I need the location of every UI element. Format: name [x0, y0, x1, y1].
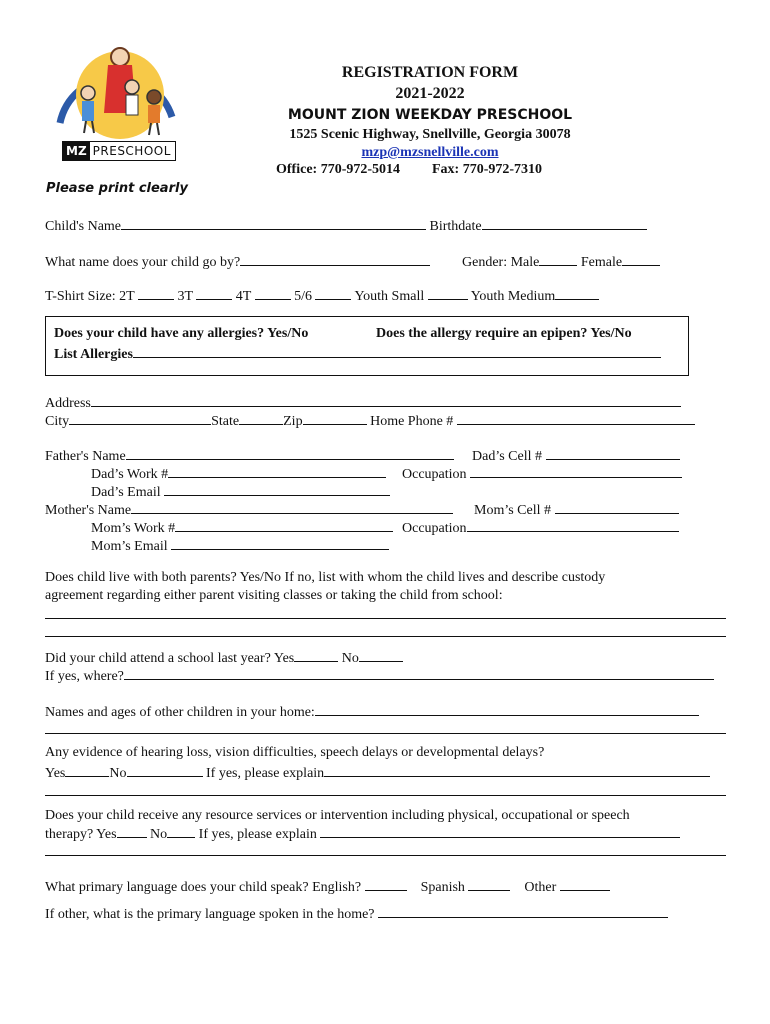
home-phone-field[interactable]	[457, 411, 695, 425]
tshirt-4t-field[interactable]	[255, 286, 291, 300]
tshirt-youth-medium-field[interactable]	[555, 286, 599, 300]
delays-explain-label: If yes, please explain	[206, 766, 325, 781]
dad-occupation-label: Occupation	[402, 467, 467, 482]
mom-occupation-row	[402, 518, 679, 538]
office-phone: Office: 770-972-5014	[276, 162, 401, 177]
delays-yes-field[interactable]	[65, 763, 109, 777]
services-no-field[interactable]	[167, 824, 195, 838]
school-last-year-label: Did your child attend a school last year? Yes	[45, 651, 295, 666]
tshirt-56-label: 5/6	[294, 289, 312, 304]
delays-explain-field[interactable]	[324, 763, 710, 777]
form-title: REGISTRATION FORM	[341, 64, 519, 81]
tshirt-3t-label: 3T	[177, 289, 193, 304]
siblings-line-2[interactable]	[45, 733, 726, 734]
mom-work-row	[91, 518, 393, 538]
nickname-row	[45, 252, 430, 272]
dad-work-label: Dad’s Work #	[91, 467, 169, 482]
mother-name-row	[45, 500, 453, 520]
school-last-year-no-label: No	[341, 651, 359, 666]
mother-name-field[interactable]	[131, 500, 453, 514]
dad-cell-label: Dad’s Cell #	[472, 449, 542, 464]
school-logo	[50, 35, 180, 163]
where-row	[45, 666, 714, 686]
dad-cell-field[interactable]	[546, 446, 680, 460]
gender-male-field[interactable]	[539, 252, 577, 266]
school-last-year-row	[45, 648, 403, 668]
tshirt-youth-small-label: Youth Small	[354, 289, 425, 304]
custody-line-1[interactable]	[45, 618, 726, 619]
father-name-row	[45, 446, 454, 466]
services-no-label: No	[150, 827, 168, 842]
language-spanish-label: Spanish	[420, 880, 465, 895]
father-name-label: Father's Name	[45, 449, 126, 464]
school-address: 1525 Scenic Highway, Snellville, Georgia 30078	[289, 127, 571, 142]
city-label: City	[45, 414, 70, 429]
mom-work-field[interactable]	[175, 518, 393, 532]
mom-email-label: Mom’s Email	[91, 539, 168, 554]
allergy-list-label: List Allergies	[54, 347, 133, 362]
services-yes-field[interactable]	[117, 824, 147, 838]
tshirt-2t-label: T-Shirt Size: 2T	[45, 289, 135, 304]
address-label: Address	[45, 396, 91, 411]
services-explain-label: If yes, please explain	[198, 827, 317, 842]
school-last-year-yes-field[interactable]	[294, 648, 338, 662]
address-row	[45, 393, 681, 413]
mom-occupation-field[interactable]	[467, 518, 679, 532]
zip-field[interactable]	[303, 411, 367, 425]
tshirt-4t-label: 4T	[235, 289, 252, 304]
epipen-question: Does the allergy require an epipen? Yes/No	[376, 326, 632, 341]
father-name-field[interactable]	[126, 446, 454, 460]
school-last-year-no-field[interactable]	[359, 648, 403, 662]
services-explain-field[interactable]	[320, 824, 680, 838]
mom-cell-label: Mom’s Cell #	[474, 503, 552, 518]
fax-number: Fax: 770-972-7310	[432, 162, 543, 177]
where-field[interactable]	[124, 666, 714, 680]
other-language-label: If other, what is the primary language spoken in the home?	[45, 907, 375, 922]
child-name-field[interactable]	[121, 216, 426, 230]
birthdate-field[interactable]	[482, 216, 647, 230]
other-language-row	[45, 904, 668, 924]
home-phone-label: Home Phone #	[370, 414, 454, 429]
city-row	[45, 411, 695, 431]
address-field[interactable]	[91, 393, 681, 407]
city-field[interactable]	[69, 411, 211, 425]
services-answer-row	[45, 824, 680, 844]
other-language-field[interactable]	[378, 904, 668, 918]
school-email-link[interactable]: mzp@mzsnellville.com	[361, 145, 499, 160]
tshirt-3t-field[interactable]	[196, 286, 232, 300]
dad-email-row	[91, 482, 390, 502]
tshirt-youth-small-field[interactable]	[428, 286, 468, 300]
dad-email-field[interactable]	[164, 482, 390, 496]
delays-no-field[interactable]	[127, 763, 203, 777]
child-name-label: Child's Name	[45, 219, 122, 234]
delays-question: Any evidence of hearing loss, vision difficulties, speech delays or developmental delays?	[45, 745, 545, 760]
logo-wordmark	[62, 141, 176, 161]
school-name: MOUNT ZION WEEKDAY PRESCHOOL	[287, 107, 573, 123]
custody-line-2[interactable]	[45, 636, 726, 637]
state-label: State	[211, 414, 240, 429]
language-row	[45, 877, 610, 897]
allergy-list-field[interactable]	[133, 344, 661, 358]
mom-cell-row	[474, 500, 679, 520]
nickname-label: What name does your child go by?	[45, 255, 241, 270]
logo-preschool: PRESCHOOL	[92, 144, 171, 158]
services-line-2[interactable]	[45, 855, 726, 856]
delays-line-2[interactable]	[45, 795, 726, 796]
tshirt-row	[45, 286, 599, 306]
mom-occupation-label: Occupation	[402, 521, 467, 536]
delays-yes-label: Yes	[45, 766, 66, 781]
mother-name-label: Mother's Name	[45, 503, 132, 518]
mom-cell-field[interactable]	[555, 500, 679, 514]
services-therapy-label: therapy? Yes	[45, 827, 117, 842]
school-email-row	[260, 144, 600, 162]
state-field[interactable]	[239, 411, 283, 425]
language-english-field[interactable]	[365, 877, 407, 891]
gender-male-label: Gender: Male	[462, 255, 540, 270]
language-other-field[interactable]	[560, 877, 610, 891]
language-spanish-field[interactable]	[468, 877, 510, 891]
siblings-label: Names and ages of other children in your home:	[45, 705, 315, 720]
dad-occupation-field[interactable]	[470, 464, 682, 478]
logo-mz: MZ	[63, 142, 90, 160]
gender-row	[462, 252, 660, 272]
gender-female-field[interactable]	[622, 252, 660, 266]
school-year: 2021-2022	[395, 85, 465, 102]
tshirt-2t-field[interactable]	[138, 286, 174, 300]
dad-email-label: Dad’s Email	[91, 485, 161, 500]
allergy-question: Does your child have any allergies? Yes/No	[54, 326, 309, 341]
siblings-field[interactable]	[315, 702, 699, 716]
birthdate-label: Birthdate	[429, 219, 482, 234]
custody-question-1: Does child live with both parents? Yes/No If no, list with whom the child lives and describe custody	[45, 570, 606, 585]
tshirt-youth-medium-label: Youth Medium	[470, 289, 556, 304]
zip-label: Zip	[283, 414, 303, 429]
mom-email-field[interactable]	[171, 536, 389, 550]
siblings-row	[45, 702, 699, 722]
child-name-row	[45, 216, 647, 236]
allergy-list-row	[54, 344, 661, 364]
dad-work-row	[91, 464, 386, 484]
delays-answer-row	[45, 763, 710, 783]
where-label: If yes, where?	[45, 669, 124, 684]
services-question: Does your child receive any resource services or intervention including physical, occupational or speech	[45, 808, 630, 823]
custody-question-2: agreement regarding either parent visiting classes or taking the child from school:	[45, 588, 503, 603]
dad-work-field[interactable]	[168, 464, 386, 478]
language-other-label: Other	[524, 880, 557, 895]
print-instructions: Please print clearly	[46, 181, 188, 196]
tshirt-56-field[interactable]	[315, 286, 351, 300]
dad-cell-row	[472, 446, 680, 466]
nickname-field[interactable]	[240, 252, 430, 266]
mom-email-row	[91, 536, 389, 556]
gender-female-label: Female	[580, 255, 623, 270]
language-english-label: What primary language does your child speak? English?	[45, 880, 362, 895]
dad-occupation-row	[402, 464, 682, 484]
delays-no-label: No	[109, 766, 127, 781]
mom-work-label: Mom’s Work #	[91, 521, 176, 536]
